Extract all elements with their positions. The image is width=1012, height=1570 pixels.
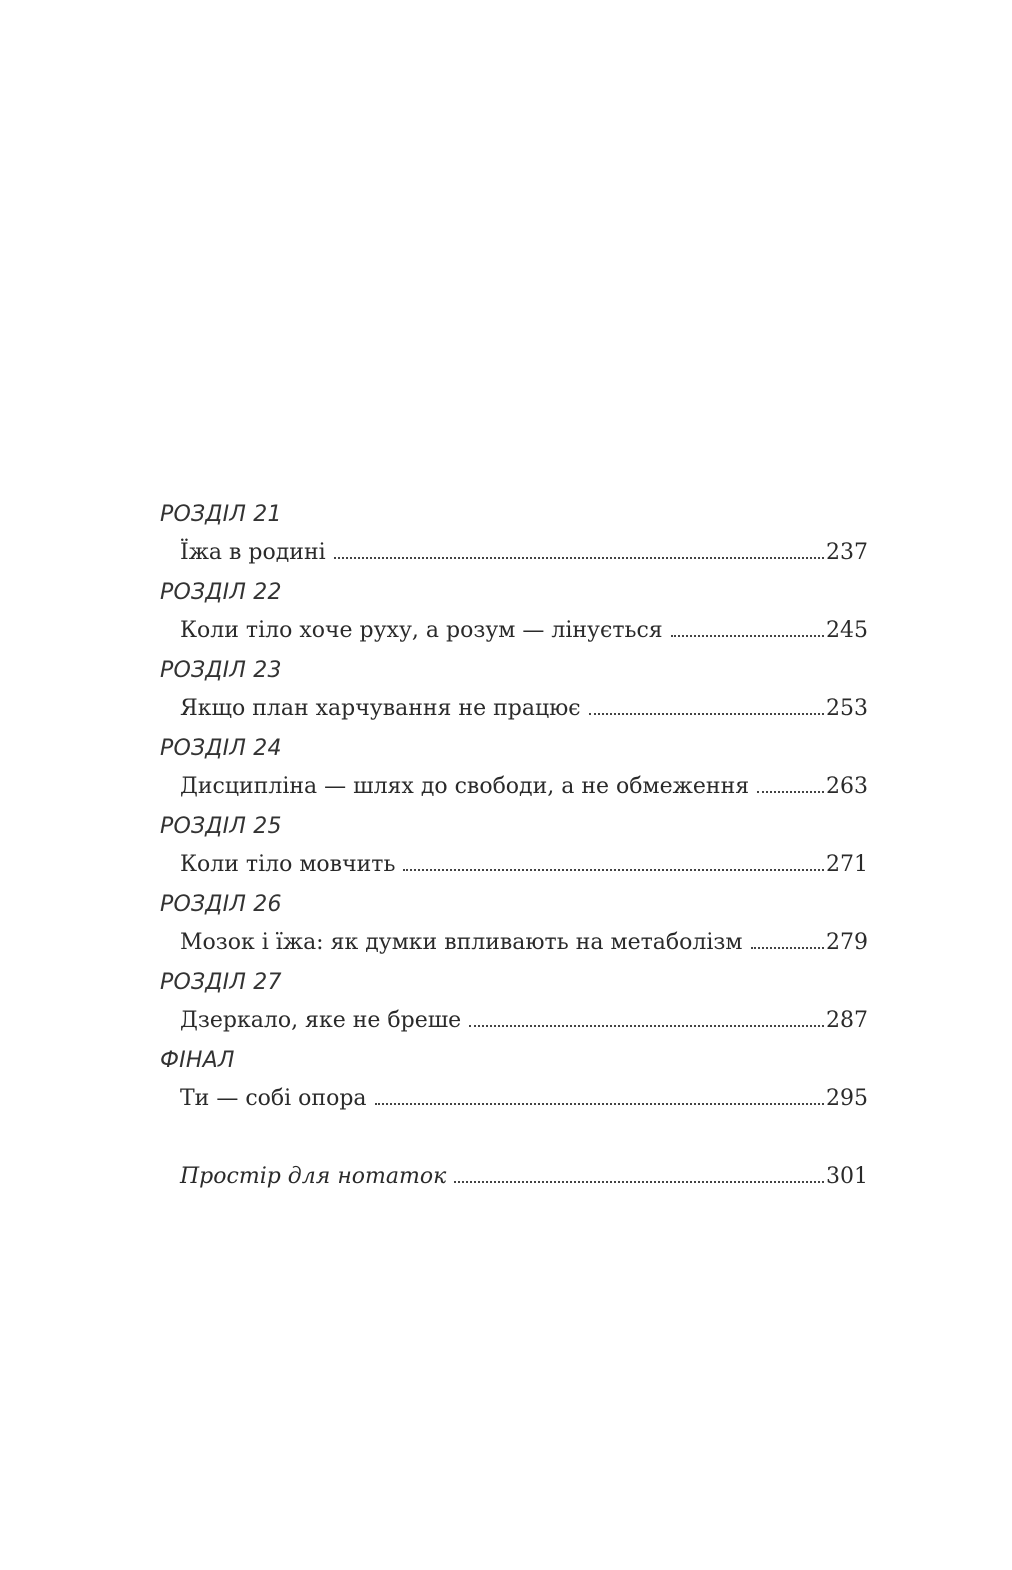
- entry-title: Коли тіло хоче руху, а розум — лінується: [180, 618, 663, 643]
- toc-entry[interactable]: [180, 535, 868, 571]
- dot-leader: [403, 869, 824, 871]
- entry-title: Ти — собі опора: [180, 1086, 367, 1111]
- toc-entry[interactable]: [180, 925, 868, 961]
- toc-entry[interactable]: [180, 1003, 868, 1039]
- dot-leader: [334, 557, 824, 559]
- page-number: 287: [826, 1008, 868, 1033]
- toc-chapter: [160, 965, 868, 1043]
- dot-leader: [589, 713, 824, 715]
- chapter-label: РОЗДІЛ 27: [160, 970, 282, 995]
- entry-title: Якщо план харчування не працює: [180, 696, 581, 721]
- entry-title: Дзеркало, яке не бреше: [180, 1008, 462, 1033]
- page-number: 295: [826, 1086, 868, 1111]
- dot-leader: [757, 791, 824, 793]
- page-number: 279: [826, 930, 868, 955]
- toc-chapter: [160, 653, 868, 731]
- notes-title: Простір для нотаток: [180, 1164, 447, 1189]
- entry-title: Дисципліна — шлях до свободи, а не обмеження: [180, 774, 750, 799]
- table-of-contents: [160, 497, 868, 1189]
- dot-leader: [469, 1025, 824, 1027]
- chapter-label: РОЗДІЛ 23: [160, 658, 282, 683]
- toc-entry[interactable]: [180, 1081, 868, 1117]
- entry-title: Коли тіло мовчить: [180, 852, 396, 877]
- page-number: 253: [826, 696, 868, 721]
- dot-leader: [454, 1181, 824, 1183]
- chapter-label: РОЗДІЛ 21: [160, 502, 282, 527]
- page-number: 271: [826, 852, 868, 877]
- toc-chapter: [160, 809, 868, 887]
- toc-entry[interactable]: [180, 847, 868, 883]
- toc-entry[interactable]: [180, 691, 868, 727]
- dot-leader: [375, 1103, 824, 1105]
- toc-chapter: [160, 887, 868, 965]
- entry-title: Їжа в родині: [180, 540, 326, 565]
- chapter-label: РОЗДІЛ 26: [160, 892, 282, 917]
- toc-chapter: [160, 731, 868, 809]
- toc-chapter: [160, 1043, 868, 1121]
- chapter-label: РОЗДІЛ 25: [160, 814, 282, 839]
- toc-entry[interactable]: [180, 613, 868, 649]
- toc-notes-entry[interactable]: [180, 1159, 868, 1195]
- entry-title: Мозок і їжа: як думки впливають на метаболізм: [180, 930, 743, 955]
- toc-chapter: [160, 575, 868, 653]
- chapter-label: РОЗДІЛ 22: [160, 580, 282, 605]
- page-number: 301: [826, 1164, 868, 1189]
- dot-leader: [751, 947, 824, 949]
- page-number: 263: [826, 774, 868, 799]
- chapter-label: ФІНАЛ: [160, 1048, 235, 1073]
- dot-leader: [671, 635, 824, 637]
- toc-entry[interactable]: [180, 769, 868, 805]
- page-number: 245: [826, 618, 868, 643]
- toc-chapter: [160, 497, 868, 575]
- page-number: 237: [826, 540, 868, 565]
- chapter-label: РОЗДІЛ 24: [160, 736, 282, 761]
